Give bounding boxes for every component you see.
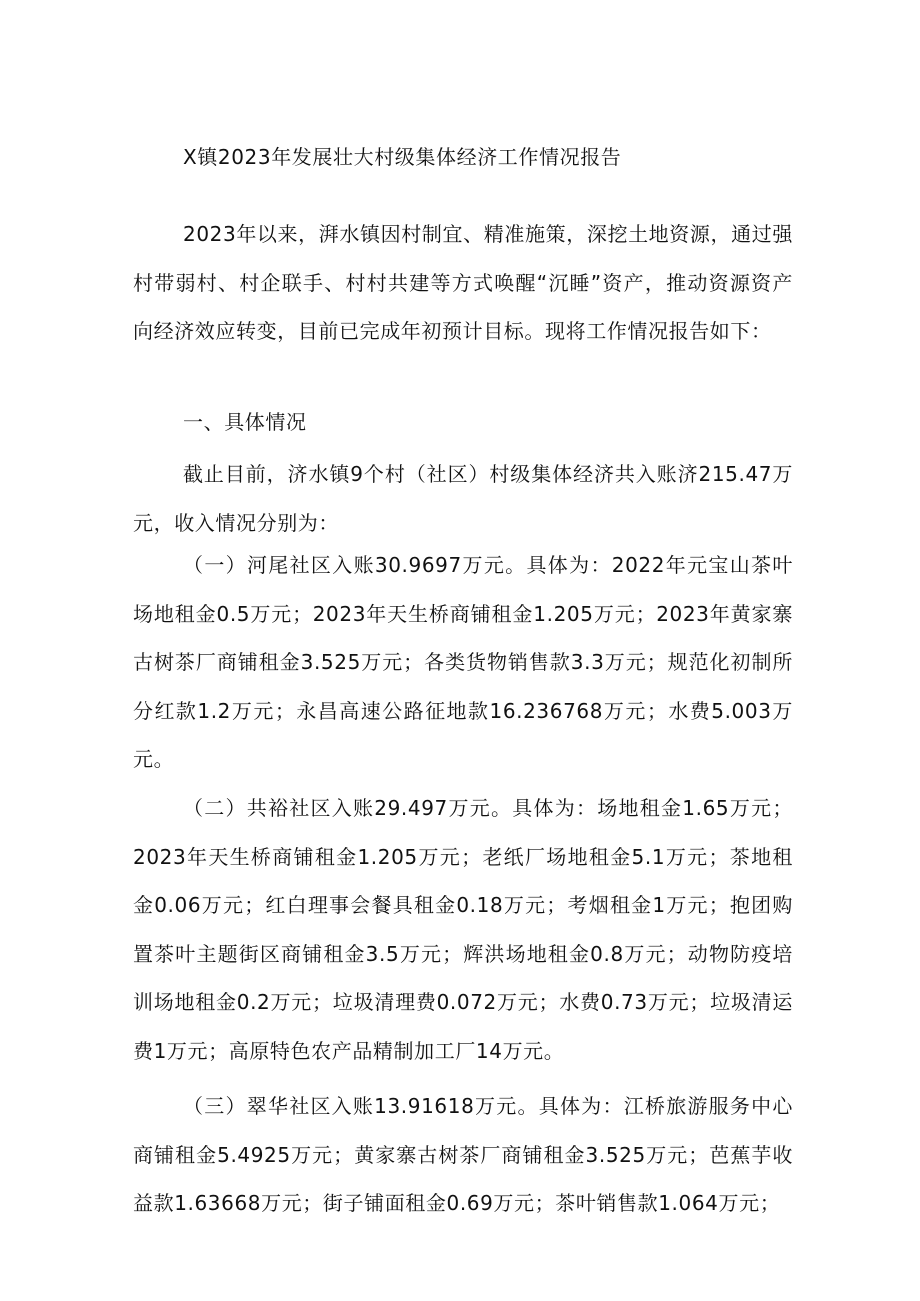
intro-paragraph: 2023年以来，湃水镇因村制宜、精准施策，深挖土地资源，通过强村带弱村、村企联手、村村共建等方式唤醒“沉睡”资产，推动资源资产向经济效应转变，目前已完成年初预计目标。现将工作情况报告如下： bbox=[133, 222, 794, 343]
item-3-paragraph: （三）翠华社区入账13.91618万元。具体为：江桥旅游服务中心商铺租金5.4925万元；黄家寨古树茶厂商铺租金3.525万元；芭蕉芋收益款1.63668万元；街子铺面租金0.69万元；茶叶销售款1.064万元； bbox=[133, 1094, 793, 1215]
document-title: X镇2023年发展壮大村级集体经济工作情况报告 bbox=[183, 145, 622, 169]
summary-paragraph: 截止目前，济水镇9个村（社区）村级集体经济共入账济215.47万元，收入情况分别为： bbox=[133, 462, 793, 535]
item-1-paragraph: （一）河尾社区入账30.9697万元。具体为：2022年元宝山茶叶场地租金0.5万元；2023年天生桥商铺租金1.205万元；2023年黄家寨古树茶厂商铺租金3.525万元；各类货物销售款3.3万元；规范化初制所分红款1.2万元；永昌高速公路征地款16.236768万元；水费5.003万元。 bbox=[133, 553, 793, 771]
section-heading: 一、具体情况 bbox=[183, 410, 307, 434]
item-2-paragraph: （二）共裕社区入账29.497万元。具体为：场地租金1.65万元；2023年天生桥商铺租金1.205万元；老纸厂场地租金5.1万元；茶地租金0.06万元；红白理事会餐具租金0.18万元；考烟租金1万元；抱团购置茶叶主题街区商铺租金3.5万元；辉洪场地租金0.8万元；动物防疫培训场地租金0.2万元；垃圾清理费0.072万元；水费0.73万元；垃圾清运费1万元；高原特色农产品精制加工厂14万元。 bbox=[133, 796, 793, 1063]
